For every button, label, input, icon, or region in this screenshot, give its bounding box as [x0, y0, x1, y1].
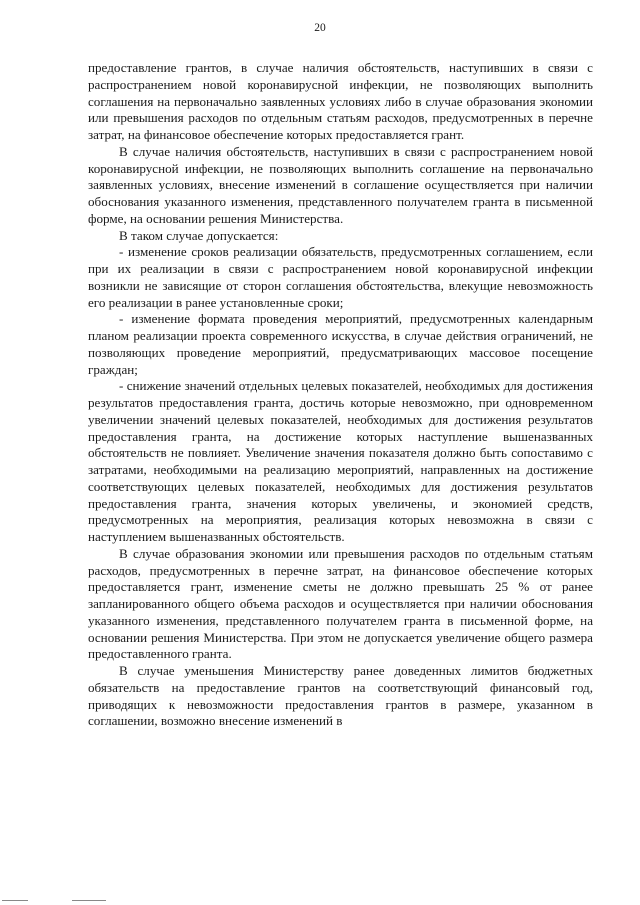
paragraph-coronavirus-changes: В случае наличия обстоятельств, наступивших в связи с распространением новой коронавирусной инфекции, не позволяющих выполнить соглашение на первоначально заявленных условиях, внесение изменений в соглашение осуществляется при наличии обоснования указанного изменения, представленного получателем гранта в письменной форме, на основании решения Министерства. [88, 143, 593, 226]
paragraph-budget-savings: В случае образования экономии или превышения расходов по отдельным статьям расходов, предусмотренных в перечне затрат, на финансовое обеспечение которых предоставляется грант, изменение сметы не должно превышать 25 % от ранее запланированного общего объема расходов и осуществляется при наличии обоснования указанного изменения, представленного получателем гранта в письменной форме, на основании решения Министерства. При этом не допускается увеличение общего размера предоставленного гранта. [88, 545, 593, 662]
page-number: 20 [314, 22, 326, 34]
list-item-format-change: - изменение формата проведения мероприятий, предусмотренных календарным планом реализации проекта современного искусства, в случае действия ограничений, не позволяющих проведение мероприятий, предусматривающих массовое посещение граждан; [88, 311, 593, 377]
scan-artifact-left [2, 900, 28, 901]
paragraph-allowed-intro: В таком случае допускается: [119, 227, 279, 243]
list-item-deadline-change: - изменение сроков реализации обязательств, предусмотренных соглашением, если при их реализации в связи с распространением новой коронавирусной инфекции возникли не зависящие от сторон соглашения обстоятельства, влекущие невозможность его реализации в ранее установленные сроки; [88, 244, 593, 310]
scan-artifact-right [72, 900, 106, 901]
document-body [88, 60, 593, 730]
list-item-target-reduction: - снижение значений отдельных целевых показателей, необходимых для достижения результатов предоставления гранта, достичь которые невозможно, при одновременном увеличении значений целевых показателей, необходимых для достижения результатов предоставления гранта, на достижение которых наступление вышеназванных обстоятельств не повлияет. Увеличение значения показателя должно быть сопоставимо с затратами, необходимыми на реализацию мероприятий, направленных на достижение соответствующих целевых показателей, необходимых для достижения результатов предоставления гранта, значения которых увеличены, и экономией средств, предусмотренных на мероприятия, реализация которых невозможна в связи с наступлением вышеназванных обстоятельств. [88, 378, 593, 544]
paragraph-limit-reduction: В случае уменьшения Министерству ранее доведенных лимитов бюджетных обязательств на предоставление грантов на соответствующий финансовый год, приводящих к невозможности предоставления грантов в размере, указанном в соглашении, возможно внесение изменений в [88, 663, 593, 729]
paragraph-grant-conditions: предоставление грантов, в случае наличия обстоятельств, наступивших в связи с распространением новой коронавирусной инфекции, не позволяющих выполнить соглашения на первоначально заявленных условиях либо в случае образования экономии или превышения расходов по отдельным статьям расходов, предусмотренных в перечне затрат, на финансовое обеспечение которых предоставляется грант. [88, 60, 593, 142]
